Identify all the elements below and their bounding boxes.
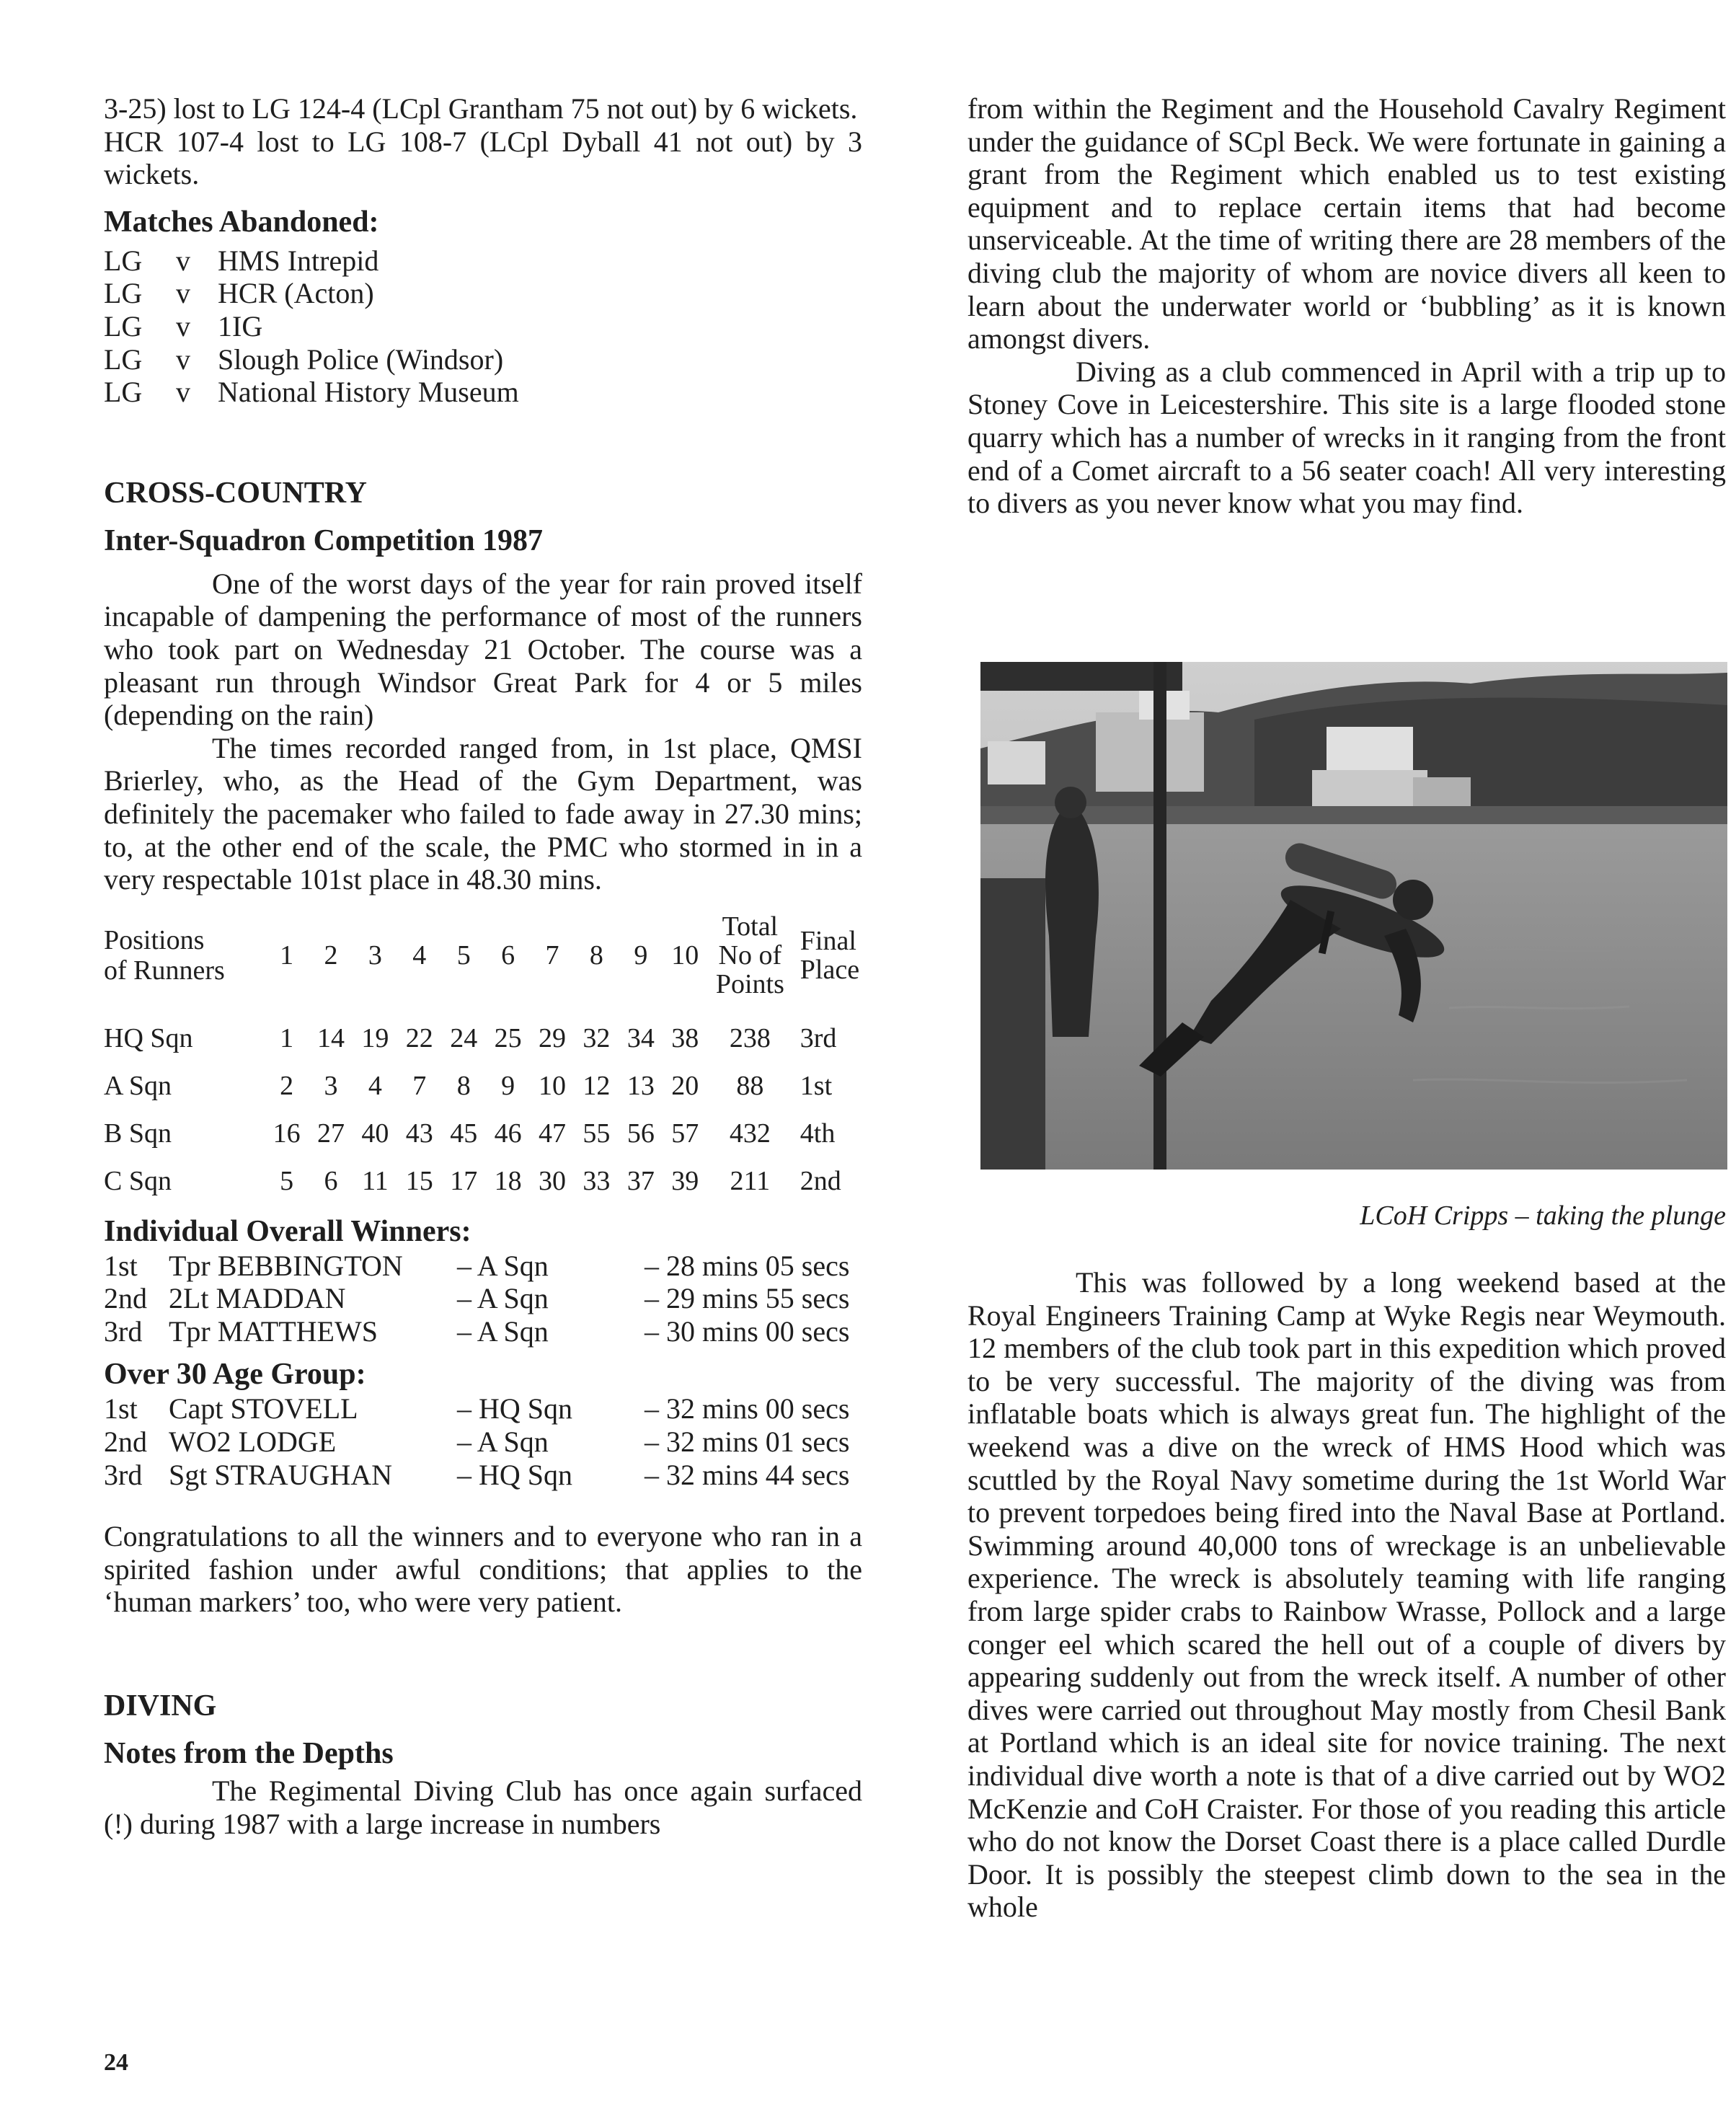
header-final: Final (800, 925, 856, 956)
winners-list (104, 1250, 862, 1348)
header-place: Place (800, 954, 860, 985)
header-col: 8 (589, 940, 603, 971)
abandoned-item: LG v Slough Police (Windsor) (104, 342, 504, 376)
page-number: 24 (104, 2049, 128, 2076)
header-col: 3 (368, 940, 382, 971)
left-column (104, 92, 862, 1840)
header-total: Total (722, 911, 779, 942)
results-table (104, 912, 862, 1205)
cricket-result-1: 3-25) lost to LG 124-4 (LCpl Grantham 75 not out) by 6 wickets. (104, 92, 858, 125)
header-col: 4 (412, 940, 427, 971)
diver-photo (980, 662, 1727, 1170)
diving-subtitle: Notes from the Depths (104, 1737, 394, 1771)
over-30-list (104, 1392, 862, 1491)
results-table-header (104, 912, 862, 999)
diving-paragraph-3: Diving as a club commenced in April with a trip up to Stoney Cove in Leicestershire. This site is a large flooded stone quarry which has a number of wrecks in it ranging from the front end of a Comet aircraft to a 56 seater coach! All very interesting to divers as you never know what you may find. (967, 355, 1726, 520)
header-col: 5 (456, 940, 471, 971)
list-item: 2nd WO2 LODGE – A Sqn – 32 mins 01 secs (104, 1425, 850, 1459)
abandoned-item: LG v HMS Intrepid (104, 244, 379, 277)
table-row: B Sqn 16 27 40 43 45 46 47 55 56 57 432 4th (104, 1118, 836, 1149)
abandoned-list (104, 244, 862, 409)
list-item: 3rd Sgt STRAUGHAN – HQ Sqn – 32 mins 44 secs (104, 1458, 850, 1491)
abandoned-item: LG v 1IG (104, 309, 263, 342)
abandoned-item: LG v HCR (Acton) (104, 277, 374, 310)
list-item: 3rd Tpr MATTHEWS – A Sqn – 30 mins 00 secs (104, 1314, 850, 1348)
header-of-runners: of Runners (104, 955, 225, 986)
right-column-lower (967, 1266, 1726, 1924)
header-col: 9 (634, 940, 648, 971)
list-item: 1st Capt STOVELL – HQ Sqn – 32 mins 00 secs (104, 1392, 850, 1425)
cross-country-paragraph-1: One of the worst days of the year for rain proved itself incapable of dampening the performance of most of the runners who took part on Wednesday 21 October. The course was a pleasant run through Windsor Great Park for 4 or 5 miles (depending on the rain) (104, 567, 862, 732)
header-col: 6 (501, 940, 515, 971)
cross-country-paragraph-2: The times recorded ranged from, in 1st place, QMSI Brierley, who, as the Head of the Gym Department, was definitely the pacemaker who failed to fade away in 27.30 mins; to, at the other end of the scale, the PMC who stormed in in a very respectable 101st place in 48.30 mins. (104, 731, 862, 896)
right-column (967, 92, 1726, 520)
congratulations-paragraph: Congratulations to all the winners and to everyone who ran in a spirited fashion under awful conditions; that applies to the ‘human markers’ too, who were very patient. (104, 1520, 862, 1619)
abandoned-item: LG v National History Museum (104, 376, 519, 409)
table-row: HQ Sqn 1 14 19 22 24 25 29 32 34 38 238 3rd (104, 1022, 837, 1053)
list-item: 1st Tpr BEBBINGTON – A Sqn – 28 mins 05 secs (104, 1249, 850, 1282)
diving-paragraph-1: The Regimental Diving Club has once again surfaced (!) during 1987 with a large increase in numbers (104, 1774, 862, 1840)
individual-winners-heading: Individual Overall Winners: (104, 1214, 471, 1248)
header-col: 10 (671, 940, 699, 971)
over-30-heading: Over 30 Age Group: (104, 1358, 366, 1392)
cricket-result-2: HCR 107-4 lost to LG 108-7 (LCpl Dyball 41 not out) by 3 wickets. (104, 125, 862, 191)
table-row: A Sqn 2 3 4 7 8 9 10 12 13 20 88 1st (104, 1070, 833, 1101)
header-points: Points (715, 968, 784, 999)
table-row: C Sqn 5 6 11 15 17 18 30 33 37 39 211 2nd (104, 1165, 841, 1196)
header-positions: Positions (104, 924, 205, 955)
cross-country-title: CROSS-COUNTRY (104, 476, 367, 510)
diving-paragraph-4: This was followed by a long weekend based at the Royal Engineers Training Camp at Wyke Regis near Weymouth. 12 members of the club took part in this expedition which proved to be very successful. The majority of the diving was from inflatable boats which is always great fun. The highlight of the weekend was a dive on the wreck of HMS Hood which was scuttled by the Royal Navy sometime during the 1st World War to prevent torpedoes being fired into the Naval Base at Portland. Swimming around 40,000 tons of wreckage is an unbelievable experience. The wreck is absolutely teaming with life ranging from large spider crabs to Rainbow Wrasse, Pollock and a large conger eel which scared the hell out of a couple of divers by appearing suddenly out from the wreck itself. A number of other dives were carried out throughout May mostly from Chesil Bank at Portland which is an ideal site for novice training. The next individual dive worth a note is that of a dive carried out by WO2 McKenzie and CoH Craister. For those of you reading this article who do not know the Dorset Coast there is a place called Durdle Door. It is possibly the steepest climb down to the sea in the whole (967, 1266, 1726, 1924)
matches-abandoned-heading: Matches Abandoned: (104, 205, 379, 239)
diving-title: DIVING (104, 1689, 217, 1723)
header-col: 1 (280, 940, 294, 971)
photo-caption: LCoH Cripps – taking the plunge (1360, 1201, 1726, 1231)
header-col: 7 (545, 940, 559, 971)
diving-paragraph-2: from within the Regiment and the Household Cavalry Regiment under the guidance of SCpl Beck. We were fortunate in gaining a grant from the Regiment which enabled us to test existing equipment and to replace certain items that had become unserviceable. At the time of writing there are 28 members of the diving club the majority of whom are novice divers all keen to learn about the underwater world or ‘bubbling’ as it is known amongst divers. (967, 92, 1726, 355)
header-col: 2 (324, 940, 338, 971)
list-item: 2nd 2Lt MADDAN – A Sqn – 29 mins 55 secs (104, 1282, 850, 1315)
cross-country-subtitle: Inter-Squadron Competition 1987 (104, 523, 544, 557)
header-no-of: No of (718, 940, 782, 971)
